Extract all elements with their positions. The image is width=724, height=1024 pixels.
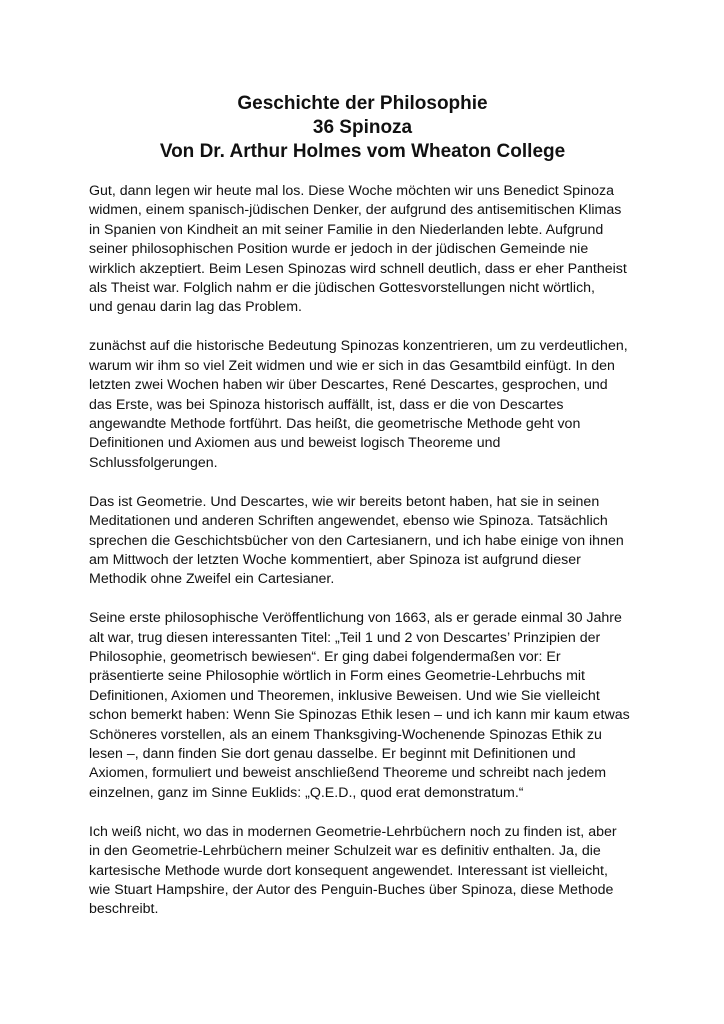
paragraph-line: präsentierte seine Philosophie wörtlich in Form eines Geometrie-Lehrbuchs mit [89,668,586,685]
paragraph-line: Methodik ohne Zweifel ein Cartesianer. [89,571,335,588]
paragraph-5 [89,823,636,920]
body-text [89,182,636,920]
paragraph-line: kartesische Methode wurde dort konsequent angewendet. Interessant ist vielleicht, [89,862,608,879]
paragraph-line: Meditationen und anderen Schriften angewendet, ebenso wie Spinoza. Tatsächlich [89,513,608,530]
paragraph-line: Definitionen, Axiomen und Theoremen, inklusive Beweisen. Und wie Sie vielleicht [89,687,600,704]
paragraph-line: wie Stuart Hampshire, der Autor des Penguin-Buches über Spinoza, diese Methode [89,882,614,898]
paragraph-line: Gut, dann legen wir heute mal los. Diese Woche möchten wir uns Benedict Spinoza [89,183,614,199]
title-line-1: Geschichte der Philosophie [237,93,488,114]
paragraph-2 [89,337,636,473]
paragraph-line: Axiomen, formuliert und beweist anschließend Theoreme und schreibt nach jedem [89,765,607,782]
paragraph-line: Philosophie, geometrisch bewiesen“. Er ging dabei folgendermaßen vor: Er [89,649,561,666]
paragraph-line: warum wir ihm so viel Zeit widmen und wie er sich in das Gesamtbild einfügt. In den [89,357,615,374]
paragraph-line: Das ist Geometrie. Und Descartes, wie wir bereits betont haben, hat sie in seinen [89,493,600,510]
paragraph-line: sprechen die Geschichtsbücher von den Cartesianern, und ich habe einige von ihnen [89,532,624,549]
paragraph-3 [89,493,636,590]
document-title [89,92,636,164]
paragraph-line: widmen, einem spanisch-jüdischen Denker, der aufgrund des antisemitischen Klimas [89,202,622,219]
title-line-2: 36 Spinoza [312,117,413,138]
paragraph-line: letzten zwei Wochen haben wir über Descartes, René Descartes, gesprochen, und [89,377,608,394]
paragraph-4 [89,609,636,803]
title-line-3: Von Dr. Arthur Holmes vom Wheaton College [159,141,566,162]
paragraph-line: Schlussfolgerungen. [89,454,218,471]
paragraph-line: wirklich akzeptiert. Beim Lesen Spinozas wird schnell deutlich, dass er eher Pantheist [89,260,627,277]
paragraph-line: und genau darin lag das Problem. [89,299,302,316]
paragraph-line: als Theist war. Folglich nahm er die jüdischen Gottesvorstellungen nicht wörtlich, [89,280,596,297]
paragraph-line: lesen –, dann finden Sie dort genau dasselbe. Er beginnt mit Definitionen und [89,746,576,763]
paragraph-line: seiner philosophischen Position wurde er jedoch in der jüdischen Gemeinde nie [89,241,589,258]
paragraph-line: einzelnen, ganz im Sinne Euklids: „Q.E.D., quod erat demonstratum.“ [89,784,524,801]
paragraph-line: Schöneres vorstellen, als an einem Thanksgiving-Wochenende Spinozas Ethik zu [89,726,602,743]
paragraph-line: Seine erste philosophische Veröffentlichung von 1663, als er gerade einmal 30 Jahre [89,610,622,627]
paragraph-line: am Mittwoch der letzten Woche kommentiert, aber Spinoza ist aufgrund dieser [89,551,581,568]
paragraph-line: schon bemerkt haben: Wenn Sie Spinozas Ethik lesen – und ich kann mir kaum etwas [89,707,630,724]
paragraph-line: beschreibt. [89,901,159,918]
paragraph-1 [89,182,636,318]
paragraph-line: in Spanien von Kindheit an mit seiner Familie in den Niederlanden lebte. Aufgrund [89,221,604,238]
paragraph-line: angewandte Methode fortführt. Das heißt, die geometrische Methode geht von [89,415,581,432]
paragraph-line: Definitionen und Axiomen aus und beweist logisch Theoreme und [89,435,501,452]
paragraph-line: in den Geometrie-Lehrbüchern meiner Schulzeit war es definitiv enthalten. Ja, die [89,843,601,860]
paragraph-line: zunächst auf die historische Bedeutung Spinozas konzentrieren, um zu verdeutlichen, [89,338,628,355]
paragraph-line: alt war, trug diesen interessanten Titel: „Teil 1 und 2 von Descartes’ Prinzipien der [89,629,601,646]
paragraph-line: Ich weiß nicht, wo das in modernen Geometrie-Lehrbüchern noch zu finden ist, aber [89,823,617,840]
paragraph-line: das Erste, was bei Spinoza historisch auffällt, ist, dass er die von Descartes [89,396,564,413]
